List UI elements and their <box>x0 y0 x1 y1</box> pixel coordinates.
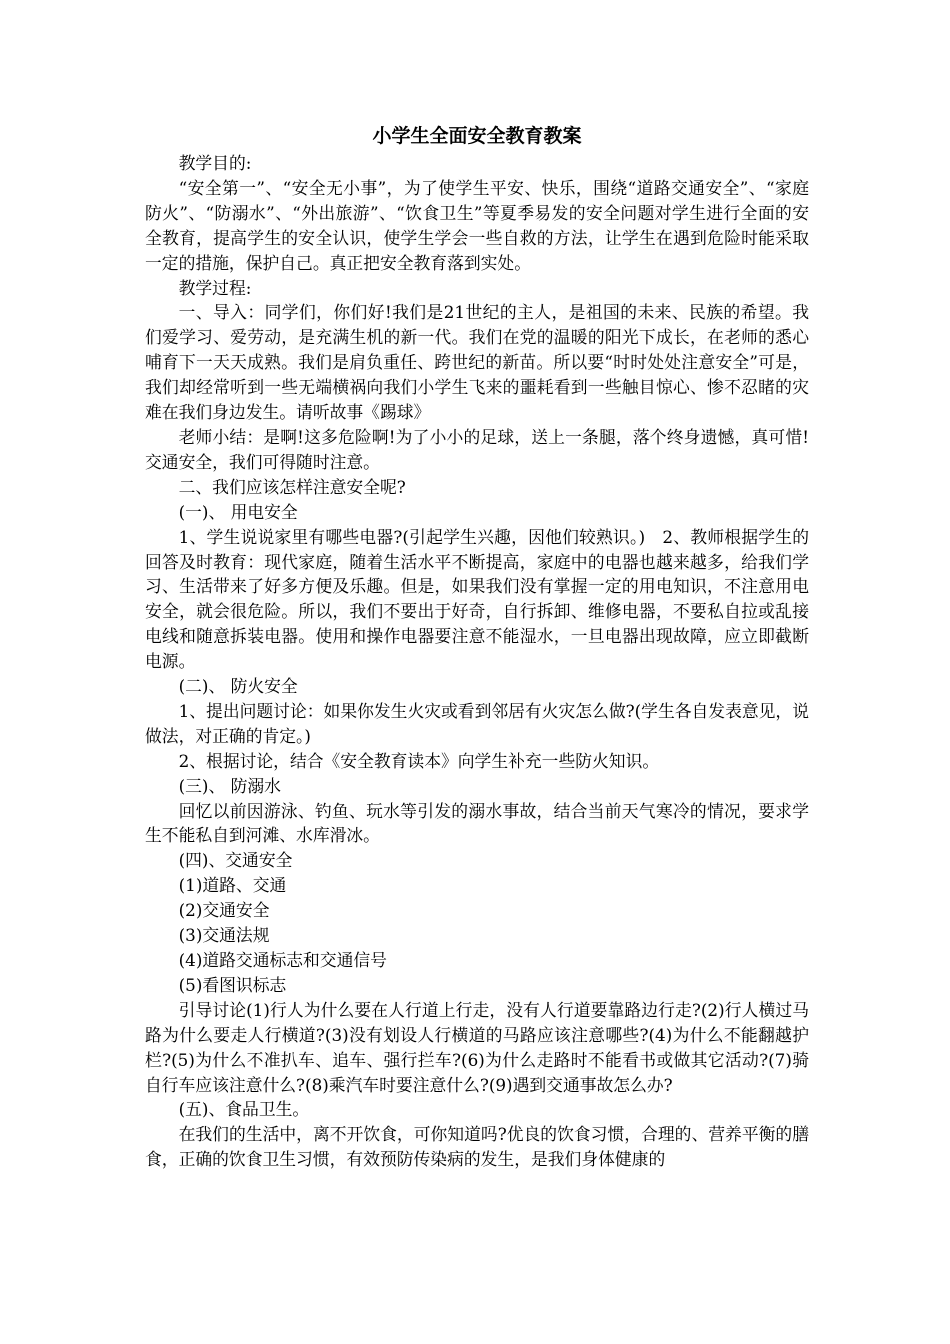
list-item-traffic-5: (5)看图识标志 <box>178 974 287 995</box>
list-item-traffic-4: (4)道路交通标志和交通信号 <box>178 950 387 970</box>
paragraph-teaching-goal-heading: 教学目的: <box>178 153 252 173</box>
document-body <box>145 121 809 1172</box>
paragraph-food-hygiene-heading: (五)、食品卫生。 <box>178 1099 310 1120</box>
paragraph-section-two-heading: 二、我们应该怎样注意安全呢? <box>178 476 406 497</box>
paragraph-electric-safety-heading: (一)、 用电安全 <box>178 501 298 522</box>
paragraph-fire-safety-knowledge: 2、根据讨论，结合《安全教育读本》向学生补充一些防火知识。 <box>178 750 660 771</box>
list-item-traffic-3: (3)交通法规 <box>178 925 270 946</box>
paragraph-teaching-process-heading: 教学过程: <box>178 277 252 298</box>
paragraph-fire-safety-discussion: 1、提出问题讨论：如果你发生火灾或看到邻居有火灾怎么做?(学生各自发表意见，说做法，对正确的肯定。) <box>145 700 809 746</box>
paragraph-traffic-discussion: 引导讨论(1)行人为什么要在人行道上行走，没有人行道要靠路边行走?(2)行人横过马路为什么要走人行横道?(3)没有划设人行横道的马路应该注意哪些?(4)为什么不能翻越护栏?(5)为什么不准扒车、追车、强行拦车?(6)为什么走路时不能看书或做其它活动?(7)骑自行车应该注意什么?(8)乘汽车时要注意什么?(9)遇到交通事故怎么办? <box>145 999 809 1095</box>
list-item-traffic-1: (1)道路、交通 <box>178 875 287 896</box>
paragraph-drowning: 回忆以前因游泳、钓鱼、玩水等引发的溺水事故，结合当前天气寒冷的情况，要求学生不能私自到河滩、水库滑冰。 <box>145 800 809 846</box>
document-title: 小学生全面安全教育教案 <box>372 125 582 147</box>
paragraph-traffic-heading: (四)、交通安全 <box>178 850 293 871</box>
paragraph-food-hygiene: 在我们的生活中，离不开饮食，可你知道吗?优良的饮食习惯，合理的、营养平衡的膳食，正确的饮食卫生习惯，有效预防传染病的发生，是我们身体健康的 <box>145 1124 809 1170</box>
paragraph-fire-safety-heading: (二)、 防火安全 <box>178 676 298 697</box>
paragraph-electric-safety: 1、学生说说家里有哪些电器?(引起学生兴趣，因他们较熟识。) 2、教师根据学生的回答及时教育：现代家庭，随着生活水平不断提高，家庭中的电器也越来越多，给我们学习、生活带来了好多方便及乐趣。但是，如果我们没有掌握一定的用电知识，不注意用电安全，就会很危险。所以，我们不要出于好奇，自行拆卸、维修电器，不要私自拉或乱接电线和随意拆装电器。使用和操作电器要注意不能湿水，一旦电器出现故障，应立即截断电源。 <box>145 526 809 672</box>
paragraph-introduction: 一、导入：同学们，你们好!我们是21世纪的主人，是祖国的未来、民族的希望。我们爱学习、爱劳动，是充满生机的新一代。我们在党的温暖的阳光下成长，在老师的悉心哺育下一天天成熟。我们是肩负重任、跨世纪的新苗。所以要“时时处处注意安全”可是，我们却经常听到一些无端横祸向我们小学生飞来的噩耗看到一些触目惊心、惨不忍睹的灾难在我们身边发生。请听故事《踢球》 <box>145 302 809 423</box>
list-item-traffic-2: (2)交通安全 <box>178 900 270 921</box>
paragraph-teaching-goal: “安全第一”、“安全无小事”，为了使学生平安、快乐，围绕“道路交通安全”、“家庭防火”、“防溺水”、“外出旅游”、“饮食卫生”等夏季易发的安全问题对学生进行全面的安全教育，提高学生的安全认识，使学生学会一些自救的方法，让学生在遇到危险时能采取一定的措施，保护自己。真正把安全教育落到实处。 <box>145 177 809 273</box>
paragraph-drowning-heading: (三)、 防溺水 <box>178 775 281 796</box>
paragraph-teacher-summary: 老师小结：是啊!这多危险啊!为了小小的足球，送上一条腿，落个终身遗憾，真可惜!交通安全，我们可得随时注意。 <box>145 426 809 472</box>
